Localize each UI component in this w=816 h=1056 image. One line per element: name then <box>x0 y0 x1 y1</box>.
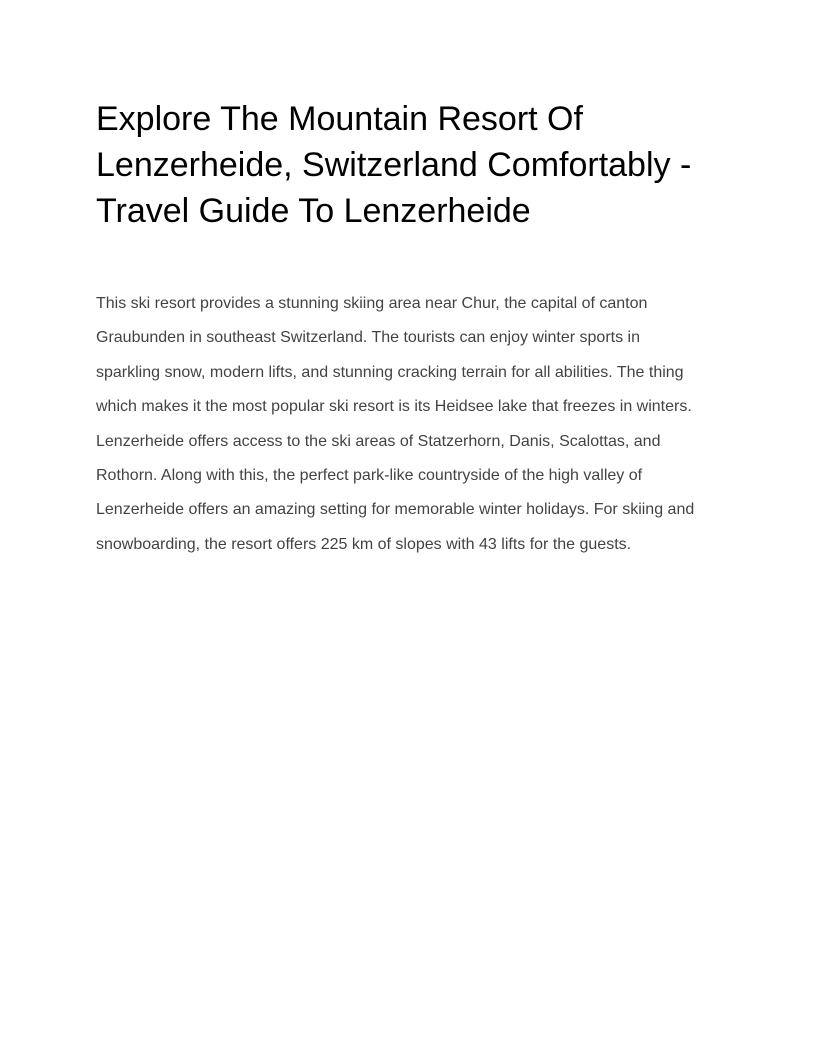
paragraph-line: snowboarding, the resort offers 225 km of slopes with 43 lifts for the guests. <box>96 535 632 553</box>
paragraph-line: Rothorn. Along with this, the perfect park-like countryside of the high valley of <box>96 467 643 485</box>
paragraph-line: Lenzerheide offers access to the ski areas of Statzerhorn, Danis, Scalottas, and <box>96 432 661 450</box>
title-line: Lenzerheide, Switzerland Comfortably - <box>96 146 692 184</box>
title-line: Explore The Mountain Resort Of <box>96 100 583 138</box>
body-paragraph <box>96 287 736 562</box>
paragraph-line: sparkling snow, modern lifts, and stunning cracking terrain for all abilities. The thing <box>96 363 684 381</box>
title-line: Travel Guide To Lenzerheide <box>96 192 531 230</box>
paragraph-line: This ski resort provides a stunning skiing area near Chur, the capital of canton <box>96 295 648 312</box>
page-title <box>96 96 736 234</box>
paragraph-line: which makes it the most popular ski resort is its Heidsee lake that freezes in winters. <box>96 398 692 416</box>
paragraph-line: Lenzerheide offers an amazing setting for memorable winter holidays. For skiing and <box>96 501 695 519</box>
paragraph-line: Graubunden in southeast Switzerland. The tourists can enjoy winter sports in <box>96 329 640 347</box>
